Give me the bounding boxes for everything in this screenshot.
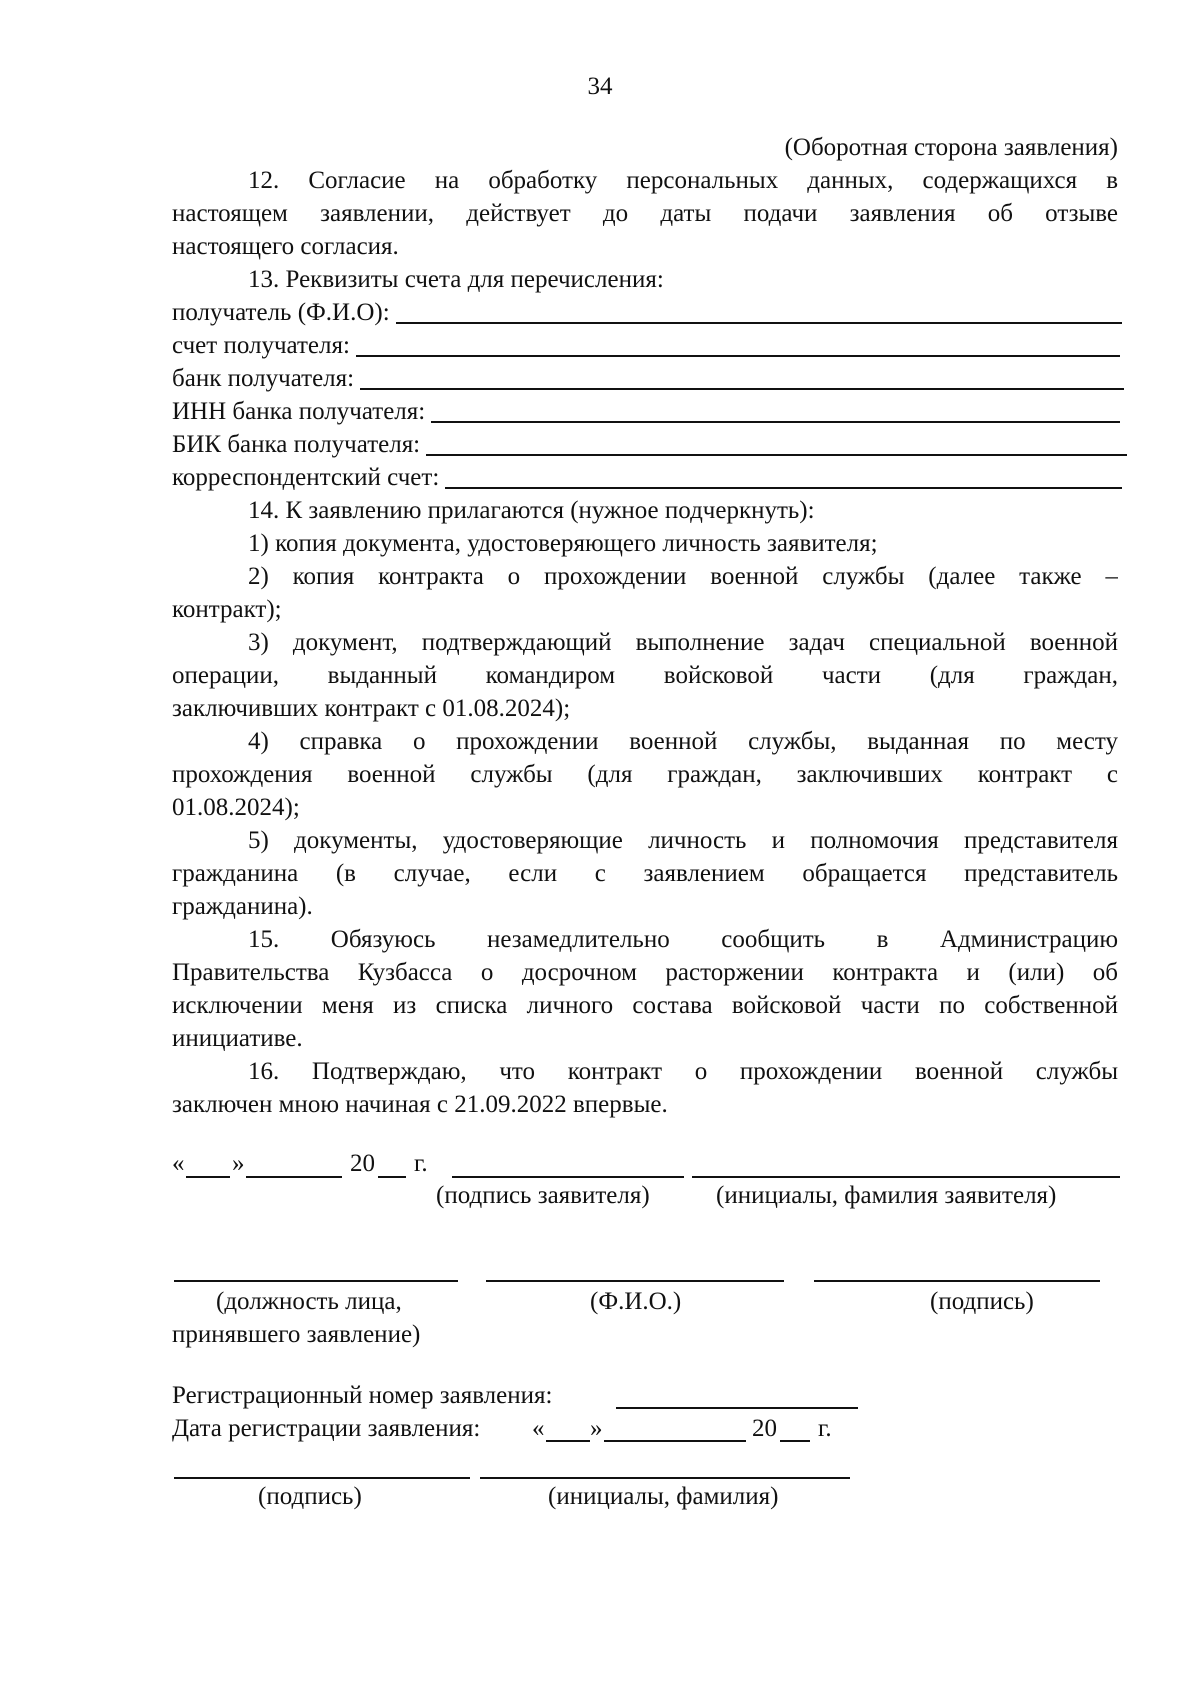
- applicant-name-caption: (инициалы, фамилия заявителя): [716, 1182, 1057, 1209]
- recipient-blank[interactable]: [396, 300, 1122, 324]
- recipient-account-label: счет получателя:: [172, 332, 350, 359]
- registration-day-blank[interactable]: [546, 1440, 590, 1442]
- recipient-account-blank[interactable]: [356, 333, 1120, 357]
- date-year-suffix: г.: [414, 1150, 428, 1177]
- date-month-blank[interactable]: [246, 1176, 342, 1178]
- corr-account-label: корреспондентский счет:: [172, 464, 440, 491]
- official-name-caption: (Ф.И.О.): [590, 1288, 682, 1315]
- corr-account-blank[interactable]: [445, 465, 1122, 489]
- corr-account-field[interactable]: [172, 462, 1122, 494]
- p15-line-2: Правительства Кузбасса о досрочном расторжении контракта и (или) об: [172, 959, 1118, 986]
- registration-year-prefix: 20: [752, 1415, 777, 1442]
- attachment-1: 1) копия документа, удостоверяющего личность заявителя;: [248, 530, 878, 557]
- bank-inn-field[interactable]: [172, 396, 1120, 428]
- attachment-4-line-2: прохождения военной службы (для граждан, заключивших контракт с: [172, 761, 1118, 788]
- p12-line-1: 12. Согласие на обработку персональных данных, содержащихся в: [248, 167, 1118, 194]
- attachment-2-line-1: 2) копия контракта о прохождении военной службы (далее также –: [248, 563, 1118, 590]
- p15-line-3: исключении меня из списка личного состава войсковой части по собственной: [172, 992, 1118, 1019]
- bank-bik-label: БИК банка получателя:: [172, 431, 421, 458]
- recipient-bank-label: банк получателя:: [172, 365, 355, 392]
- recipient-label: получатель (Ф.И.О):: [172, 299, 390, 326]
- attachment-3-line-1: 3) документ, подтверждающий выполнение задач специальной военной: [248, 629, 1118, 656]
- p16-line-2: заключен мною начиная с 21.09.2022 впервые.: [172, 1091, 668, 1118]
- official-signature-caption: (подпись): [930, 1288, 1034, 1315]
- recipient-field[interactable]: [172, 297, 1122, 329]
- final-name-caption: (инициалы, фамилия): [548, 1483, 779, 1510]
- registration-year-blank[interactable]: [780, 1440, 810, 1442]
- final-signature-caption: (подпись): [258, 1483, 362, 1510]
- official-signature-blank[interactable]: [814, 1280, 1100, 1282]
- attachment-4-line-3: 01.08.2024);: [172, 794, 300, 821]
- date-year-blank[interactable]: [378, 1176, 406, 1178]
- registration-year-suffix: г.: [818, 1415, 832, 1442]
- applicant-name-blank[interactable]: [692, 1176, 1120, 1178]
- recipient-bank-field[interactable]: [172, 363, 1124, 395]
- registration-date-open-quote: «: [532, 1415, 545, 1442]
- page-number: 34: [587, 73, 613, 100]
- recipient-bank-blank[interactable]: [360, 366, 1124, 390]
- date-year-prefix: 20: [350, 1150, 375, 1177]
- bank-inn-label: ИНН банка получателя:: [172, 398, 426, 425]
- registration-number-blank[interactable]: [616, 1407, 858, 1409]
- registration-date-close-quote: »: [590, 1415, 603, 1442]
- applicant-signature-caption: (подпись заявителя): [436, 1182, 650, 1209]
- official-position-caption-2: принявшего заявление): [172, 1321, 421, 1348]
- p16-line-1: 16. Подтверждаю, что контракт о прохождении военной службы: [248, 1058, 1118, 1085]
- attachment-5-line-1: 5) документы, удостоверяющие личность и полномочия представителя: [248, 827, 1118, 854]
- p14-title: 14. К заявлению прилагаются (нужное подчеркнуть):: [248, 497, 815, 524]
- attachment-5-line-2: гражданина (в случае, если с заявлением обращается представитель: [172, 860, 1118, 887]
- attachment-5-line-3: гражданина).: [172, 893, 313, 920]
- p12-line-2: настоящем заявлении, действует до даты подачи заявления об отзыве: [172, 200, 1118, 227]
- registration-month-blank[interactable]: [604, 1440, 746, 1442]
- official-name-blank[interactable]: [486, 1280, 784, 1282]
- final-name-blank[interactable]: [480, 1477, 850, 1479]
- recipient-account-field[interactable]: [172, 330, 1120, 362]
- p15-line-1: 15. Обязуюсь незамедлительно сообщить в Администрацию: [248, 926, 1118, 953]
- final-signature-blank[interactable]: [174, 1477, 470, 1479]
- attachment-3-line-3: заключивших контракт с 01.08.2024);: [172, 695, 571, 722]
- registration-number-label: Регистрационный номер заявления:: [172, 1382, 553, 1409]
- official-position-caption-1: (должность лица,: [216, 1288, 402, 1315]
- date-open-quote: «: [172, 1150, 185, 1177]
- applicant-signature-blank[interactable]: [452, 1176, 684, 1178]
- date-day-blank[interactable]: [186, 1176, 230, 1178]
- attachment-2-line-2: контракт);: [172, 596, 282, 623]
- p15-line-4: инициативе.: [172, 1025, 303, 1052]
- attachment-4-line-1: 4) справка о прохождении военной службы, выданная по месту: [248, 728, 1118, 755]
- attachment-3-line-2: операции, выданный командиром войсковой части (для граждан,: [172, 662, 1118, 689]
- registration-date-label: Дата регистрации заявления:: [172, 1415, 481, 1442]
- bank-inn-blank[interactable]: [431, 399, 1120, 423]
- official-position-blank[interactable]: [174, 1280, 458, 1282]
- p13-title: 13. Реквизиты счета для перечисления:: [248, 266, 664, 293]
- side-note: (Оборотная сторона заявления): [784, 134, 1118, 161]
- p12-line-3: настоящего согласия.: [172, 233, 399, 260]
- bank-bik-blank[interactable]: [426, 432, 1127, 456]
- date-close-quote: »: [232, 1150, 245, 1177]
- bank-bik-field[interactable]: [172, 429, 1127, 461]
